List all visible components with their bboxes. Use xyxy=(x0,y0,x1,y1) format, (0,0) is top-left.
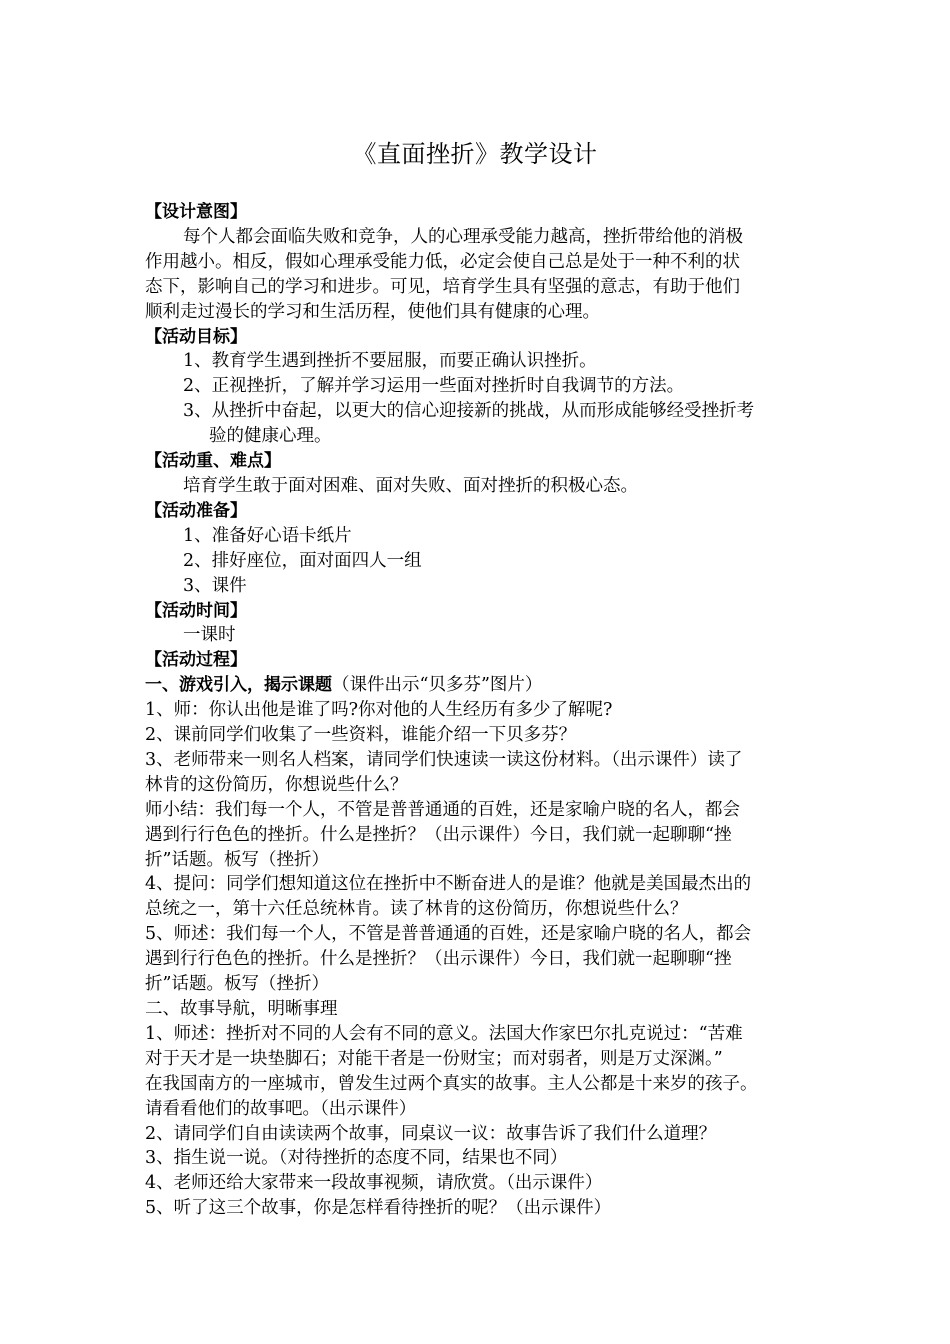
prep-item: 2、排好座位，面对面四人一组 xyxy=(183,550,422,571)
part2-line: 在我国南方的一座城市，曾发生过两个真实的故事。主人公都是十来岁的孩子。 xyxy=(145,1073,758,1094)
intent-line: 每个人都会面临失败和竞争，人的心理承受能力越高，挫折带给他的消极 xyxy=(183,226,743,247)
part1-line: 折”话题。板写（挫折） xyxy=(145,974,329,995)
part1-heading xyxy=(145,673,815,698)
part1-line: 5、师述：我们每一个人，不管是普普通通的百姓，还是家喻户晓的名人，都会 xyxy=(145,924,752,945)
prep-heading: 【活动准备】 xyxy=(145,500,247,521)
part2-line: 对于天才是一块垫脚石；对能干者是一份财宝；而对弱者，则是万丈深渊。” xyxy=(145,1048,723,1069)
part2-line: 4、老师还给大家带来一段故事视频，请欣赏。（出示课件） xyxy=(145,1173,603,1194)
part1-line: 1、师：你认出他是谁了吗?你对他的人生经历有多少了解呢? xyxy=(145,700,613,721)
goal-item-continued: 验的健康心理。 xyxy=(209,426,332,447)
part1-line: 2、课前同学们收集了一些资料，谁能介绍一下贝多芬？ xyxy=(145,725,577,746)
document-body xyxy=(145,200,815,1221)
part1-line: 总统之一，第十六任总统林肯。读了林肯的这份简历，你想说些什么？ xyxy=(145,899,688,920)
part1-line: 3、老师带来一则名人档案，请同学们快速读一读这份材料。（出示课件）读了 xyxy=(145,749,743,770)
document-title: 《直面挫折》教学设计 xyxy=(352,140,598,168)
intent-line: 作用越小。相反，假如心理承受能力低，必定会使自己总是处于一种不利的状 xyxy=(145,251,740,272)
part1-line: 4、提问：同学们想知道这位在挫折中不断奋进人的是谁？他就是美国最杰出的 xyxy=(145,874,752,895)
prep-item: 3、课件 xyxy=(183,575,247,596)
part2-line: 1、师述：挫折对不同的人会有不同的意义。法国大作家巴尔扎克说过：“苦难 xyxy=(145,1023,743,1044)
part1-heading-bold: 一、游戏引入，揭示课题 xyxy=(145,675,332,696)
prep-item: 1、准备好心语卡纸片 xyxy=(183,525,352,546)
time-text: 一课时 xyxy=(183,625,236,646)
intent-line: 态下，影响自己的学习和进步。可见，培育学生具有坚强的意志，有助于他们 xyxy=(145,276,740,297)
goal-item: 3、从挫折中奋起，以更大的信心迎接新的挑战，从而形成能够经受挫折考 xyxy=(183,401,755,422)
goal-item: 2、正视挫折，了解并学习运用一些面对挫折时自我调节的方法。 xyxy=(183,376,685,397)
intent-heading: 【设计意图】 xyxy=(145,202,247,222)
intent-line: 顺利走过漫长的学习和生活历程，使他们具有健康的心理。 xyxy=(145,301,600,322)
part1-line: 遇到行行色色的挫折。什么是挫折？（出示课件）今日，我们就一起聊聊“挫 xyxy=(145,949,732,970)
goal-item: 1、教育学生遇到挫折不要屈服，而要正确认识挫折。 xyxy=(183,351,597,372)
part1-heading-note: （课件出示“贝多芬”图片） xyxy=(332,675,543,696)
part1-line: 遇到行行色色的挫折。什么是挫折？（出示课件）今日，我们就一起聊聊“挫 xyxy=(145,824,732,845)
key-text: 培育学生敢于面对困难、面对失败、面对挫折的积极心态。 xyxy=(183,475,638,496)
part2-line: 请看看他们的故事吧。（出示课件） xyxy=(145,1098,417,1119)
process-heading: 【活动过程】 xyxy=(145,650,247,671)
part2-line: 3、指生说一说。（对待挫折的态度不同，结果也不同） xyxy=(145,1148,568,1169)
part1-line: 折”话题。板写（挫折） xyxy=(145,849,329,870)
key-heading: 【活动重、难点】 xyxy=(145,451,281,472)
goals-heading: 【活动目标】 xyxy=(145,326,247,347)
time-heading: 【活动时间】 xyxy=(145,600,247,621)
part2-line: 2、请同学们自由读读两个故事，同桌议一议：故事告诉了我们什么道理？ xyxy=(145,1123,717,1144)
part2-heading: 二、故事导航，明晰事理 xyxy=(145,999,338,1019)
part1-line: 师小结：我们每一个人，不管是普普通通的百姓，还是家喻户晓的名人，都会 xyxy=(145,799,740,820)
part2-line: 5、听了这三个故事，你是怎样看待挫折的呢？（出示课件） xyxy=(145,1198,612,1219)
part1-line: 林肯的这份简历，你想说些什么？ xyxy=(145,774,408,795)
